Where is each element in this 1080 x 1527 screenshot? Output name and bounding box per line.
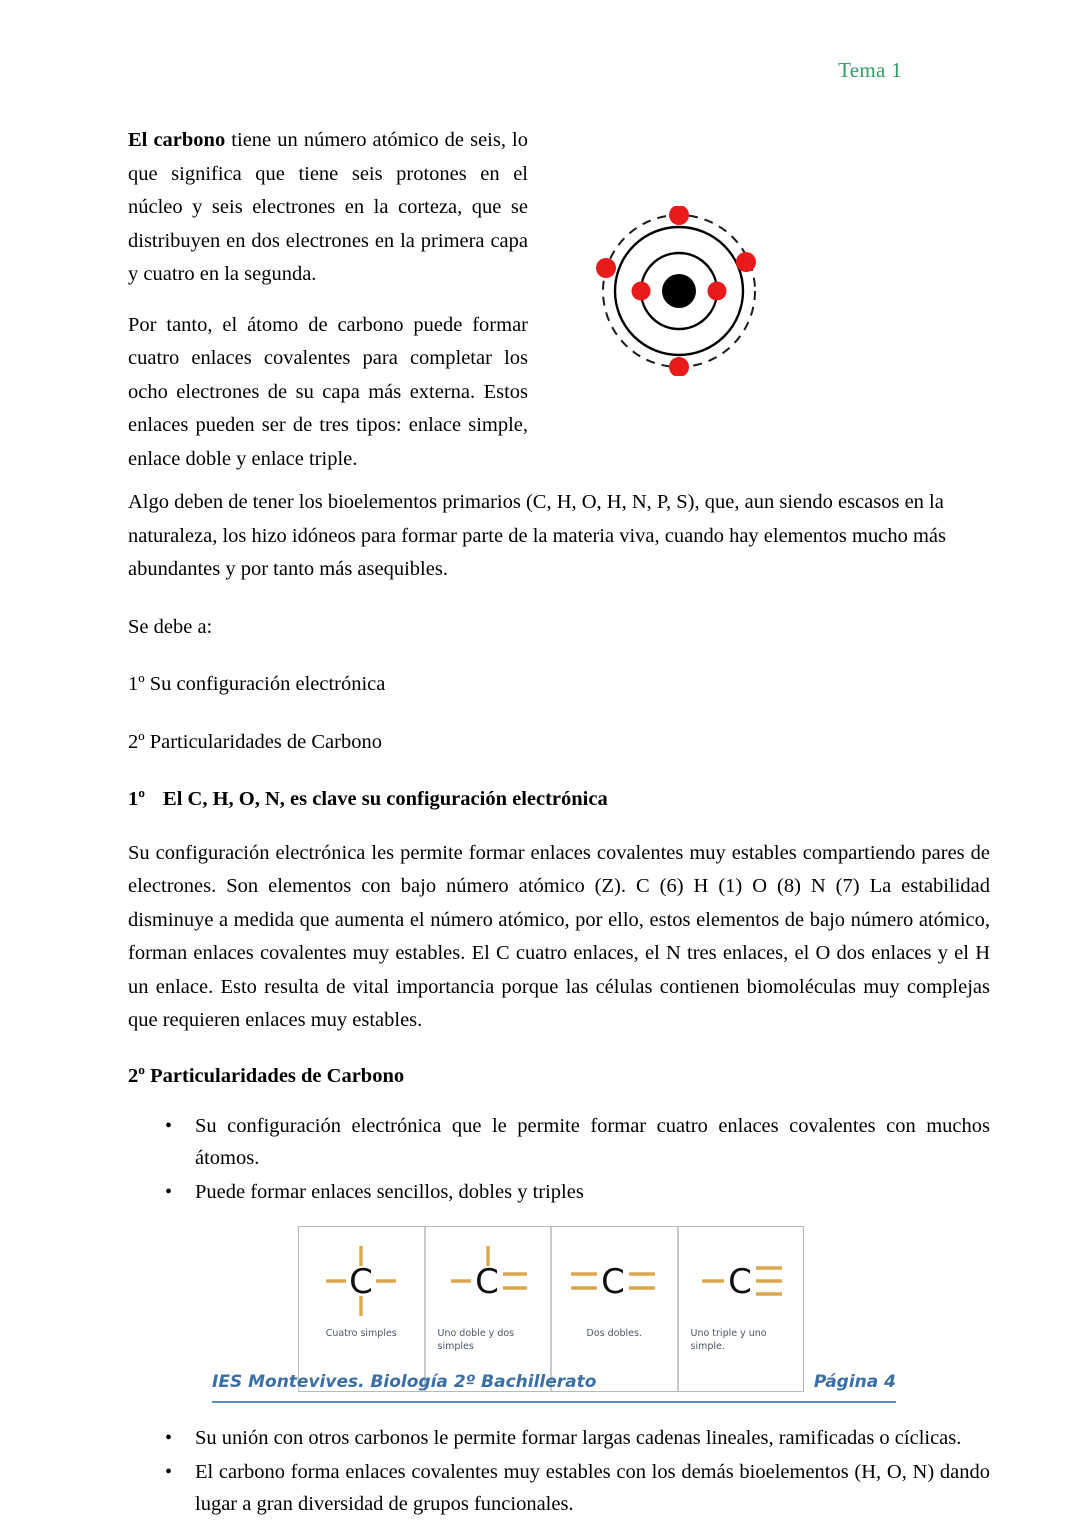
bullet-icon: •: [165, 1115, 173, 1137]
header-title: Tema 1: [838, 58, 902, 82]
four-single-bonds-icon: [306, 1235, 416, 1327]
bond-panel-two-double: [552, 1227, 679, 1391]
section-1-body: Su configuración electrónica les permite formar enlaces covalentes muy estables compartiendo pares de electrones. Son elementos con bajo número atómico (Z). C (6) H (1) O (8) N (7) La estabilidad disminuye a medida que aumenta el número atómico, por ello, estos elementos de bajo número atómico, forman enlaces covalentes muy estables. El C cuatro enlaces, el N tres enlaces, el O dos enlaces y el H un enlace. Esto resulta de vital importancia porque las células contienen biomoléculas muy complejas que requieren enlaces muy estables.: [128, 841, 990, 1031]
intro-text-column: [128, 124, 528, 476]
document-content: [128, 124, 990, 1522]
page-header: [128, 58, 980, 86]
list-item: [128, 1422, 990, 1454]
svg-text:C: C: [474, 1262, 499, 1302]
section-2-heading: 2º Particularidades de Carbono: [128, 1064, 405, 1087]
one-double-two-single-bonds-icon: [433, 1235, 543, 1327]
bond-art-one-double-two-single: [426, 1235, 551, 1327]
particularidades-bullet-list-bottom: [128, 1422, 990, 1520]
bond-art-two-double: [552, 1235, 677, 1327]
list-item-label: Puede formar enlaces sencillos, dobles y triples: [195, 1181, 584, 1203]
intro-paragraph-1: [128, 124, 528, 292]
bond-panel-four-single: [299, 1227, 426, 1391]
section-1-title: El C, H, O, N, es clave su configuración electrónica: [163, 788, 608, 810]
section-1-heading: [128, 783, 990, 817]
footer-page-number: Página 4: [813, 1372, 896, 1392]
footer-left-text: IES Montevives. Biología 2º Bachillerato: [212, 1372, 597, 1392]
two-double-bonds-icon: [559, 1235, 669, 1327]
list-item-label: Su unión con otros carbonos le permite formar largas cadenas lineales, ramificadas o cíclicas.: [195, 1427, 962, 1449]
bond-panel-one-triple-one-single: [679, 1227, 804, 1391]
list-item-label: El carbono forma enlaces covalentes muy estables con los demás bioelementos (H, O, N) dando lugar a gran diversidad de grupos funcionales.: [195, 1461, 990, 1515]
list-item: [128, 1456, 990, 1520]
bond-panel-one-double-two-single: [426, 1227, 553, 1391]
point-2-line: 2º Particularidades de Carbono: [128, 730, 382, 753]
footer-divider: [212, 1401, 896, 1403]
se-debe-a-line: Se debe a:: [128, 615, 213, 638]
bond-art-one-triple-one-single: [679, 1235, 804, 1327]
intro-paragraph-2: Por tanto, el átomo de carbono puede formar cuatro enlaces covalentes para completar los ocho electrones de su capa más externa. Estos enlaces pueden ser de tres tipos: enlace simple, enlace doble y enlace triple.: [128, 313, 528, 470]
intro-lead-rest: tiene un número atómico de seis, lo que significa que tiene seis protones en el núcleo y seis electrones en la corteza, que se distribuyen en dos electrones en la primera capa y cuatro en la segunda.: [128, 129, 528, 285]
section-1-number: 1º: [128, 788, 146, 810]
bioelements-paragraph: Algo deben de tener los bioelementos primarios (C, H, O, H, N, P, S), que, aun siendo escasos en la naturaleza, los hizo idóneos para formar parte de la materia viva, cuando hay elementos mucho más abundantes y por tanto más asequibles.: [128, 491, 946, 580]
bond-caption: Uno doble y dos simples: [437, 1328, 515, 1352]
one-triple-one-single-bonds-icon: [686, 1235, 796, 1327]
svg-text:C: C: [601, 1262, 626, 1302]
list-item: [128, 1110, 990, 1174]
footer-row: [212, 1372, 896, 1401]
page-footer: [212, 1372, 896, 1403]
particularidades-bullet-list-top: [128, 1110, 990, 1208]
intro-block: [128, 124, 990, 476]
list-item-label: Su configuración electrónica que le permite formar cuatro enlaces covalentes con muchos átomos.: [195, 1115, 990, 1169]
bond-caption: Dos dobles.: [586, 1328, 642, 1339]
bond-caption: Uno triple y uno simple.: [690, 1328, 767, 1352]
intro-lead-bold: El carbono: [128, 129, 226, 151]
bullet-icon: •: [165, 1427, 173, 1449]
bullet-icon: •: [165, 1181, 173, 1203]
bullet-icon: •: [165, 1461, 173, 1483]
svg-text:C: C: [349, 1262, 374, 1302]
bond-art-four-single: [299, 1235, 424, 1327]
svg-text:C: C: [727, 1262, 752, 1302]
list-item: [128, 1176, 990, 1208]
bond-caption: Cuatro simples: [325, 1328, 397, 1339]
carbon-atom-figure: [594, 206, 764, 376]
point-1-line: 1º Su configuración electrónica: [128, 673, 386, 695]
carbon-atom-icon: [594, 206, 764, 376]
bond-types-figure: [298, 1226, 804, 1392]
